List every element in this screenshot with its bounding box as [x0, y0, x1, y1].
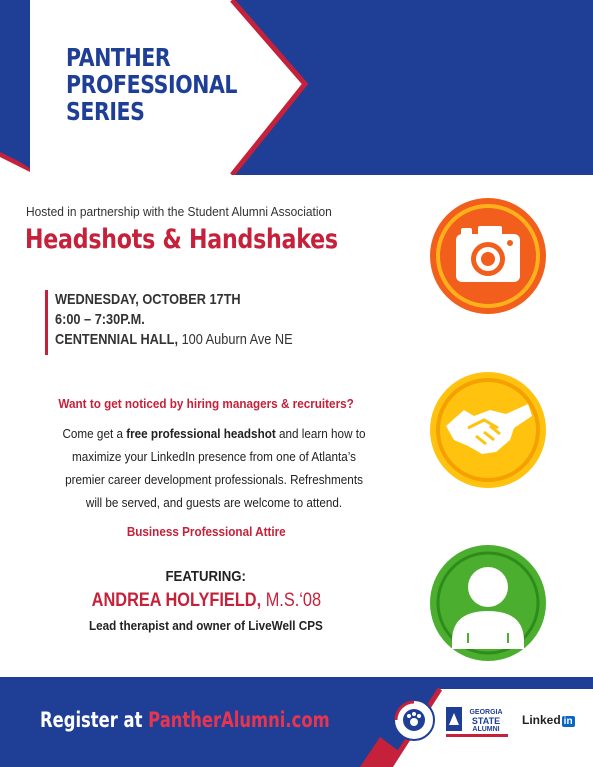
event-date: WEDNESDAY, OCTOBER 17TH [55, 291, 241, 308]
event-time: 6:00 – 7:30P.M. [55, 311, 145, 328]
register-cta: Register at PantherAlumni.com [40, 708, 330, 732]
speaker-degree: M.S.‘08 [265, 590, 321, 611]
description-bold: free professional headshot [126, 426, 276, 441]
linkedin-logo: Linked in [522, 713, 573, 727]
series-title-line2: PROFESSIONAL [66, 70, 238, 99]
description-post: and learn how to maximize your LinkedIn presence from one of Atlanta’s premier career development professionals. Refreshments will be served, and guests are welcome to attend. [65, 426, 366, 510]
speaker-name: ANDREA HOLYFIELD, [91, 590, 261, 611]
description [38, 422, 390, 514]
attire-note: Business Professional Attire [126, 524, 286, 539]
header-banner [0, 0, 593, 175]
event-title: Headshots & Handshakes [25, 224, 338, 255]
series-title-line3: SERIES [66, 97, 145, 126]
event-venue: CENTENNIAL HALL, [55, 331, 179, 348]
person-icon [428, 543, 548, 663]
event-address: 100 Auburn Ave NE [181, 331, 293, 348]
speaker-role: Lead therapist and owner of LiveWell CPS [89, 618, 323, 633]
speaker [0, 590, 412, 612]
question-heading: Want to get noticed by hiring managers & recruiters? [58, 396, 354, 411]
featuring-label: FEATURING: [165, 568, 247, 585]
description-pre: Come get a [62, 426, 127, 441]
handshake-icon [428, 370, 548, 490]
series-title-line1: PANTHER [66, 43, 171, 72]
series-title [66, 44, 266, 125]
hosted-by-text: Hosted in partnership with the Student Alumni Association [26, 204, 332, 219]
event-details [45, 290, 335, 355]
camera-icon [428, 196, 548, 316]
student-alumni-logo [392, 698, 436, 742]
register-link[interactable]: PantherAlumni.com [148, 708, 330, 732]
gsu-alumni-text: GEORGIA STATE ALUMNI [469, 709, 503, 733]
